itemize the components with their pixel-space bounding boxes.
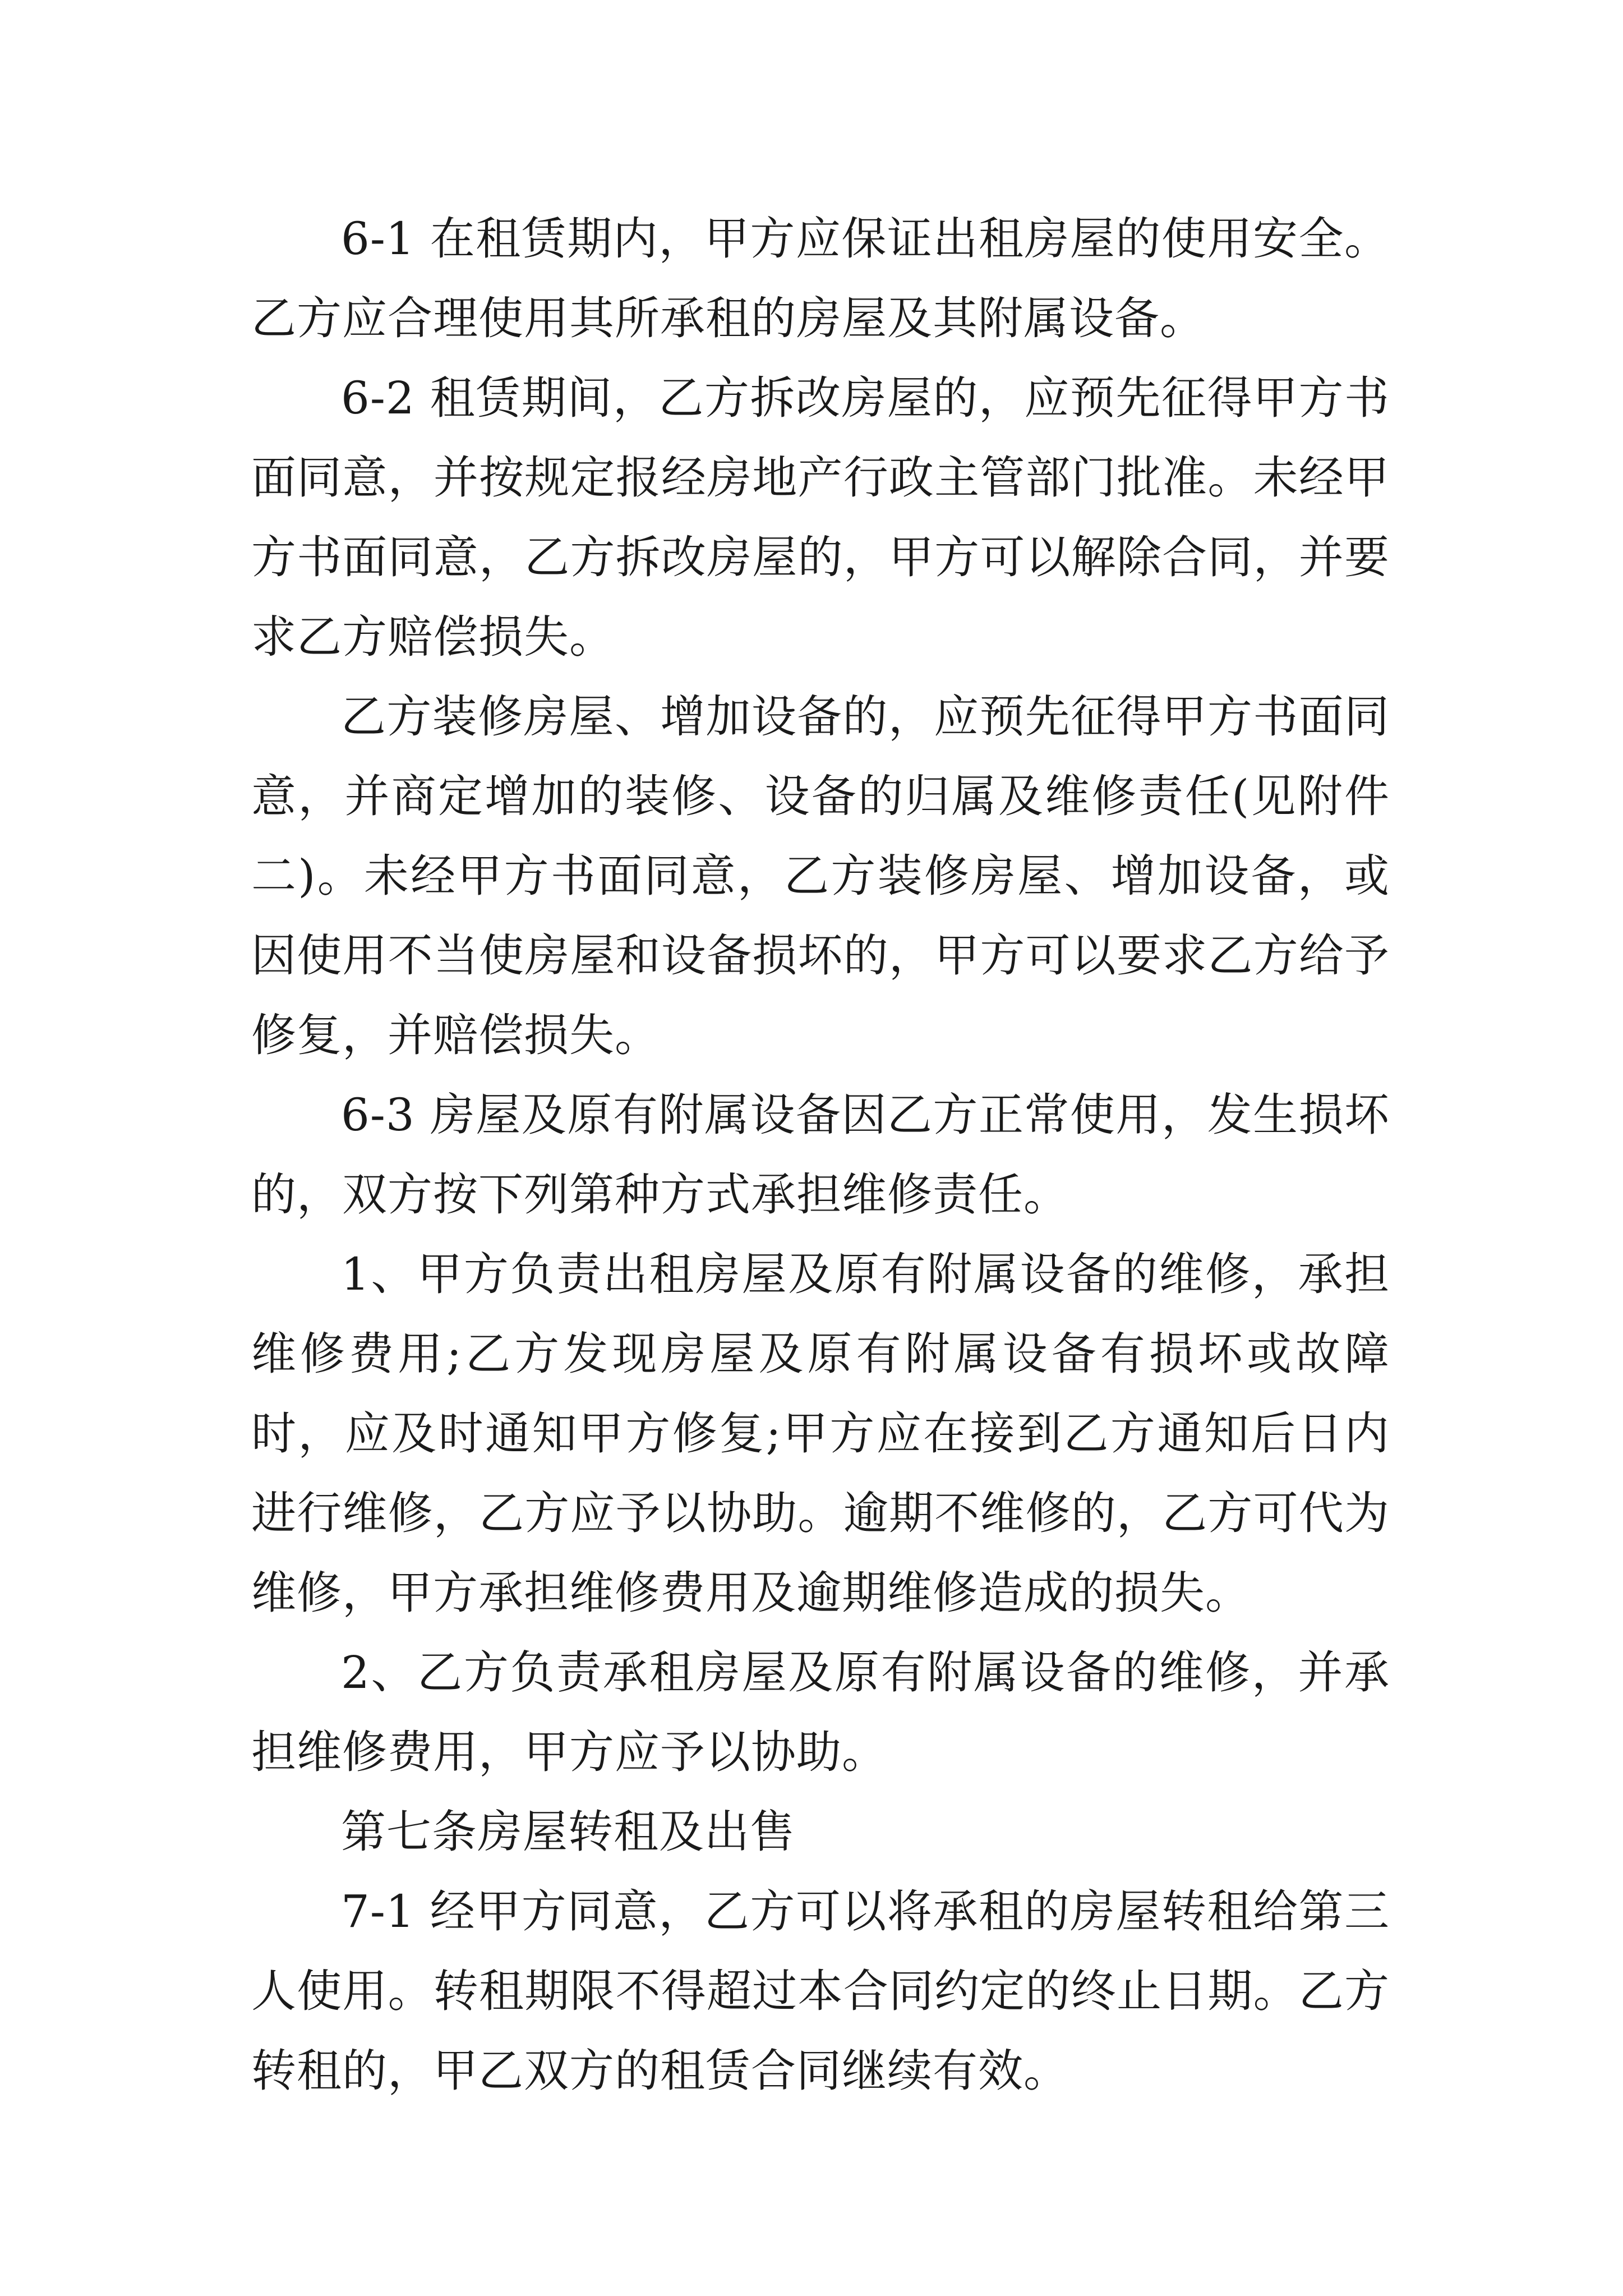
paragraph-7-1: 7-1 经甲方同意，乙方可以将承租的房屋转租给第三人使用。转租期限不得超过本合同约定的终止日期。乙方转租的，甲乙双方的租赁合同继续有效。	[251, 1885, 1390, 2097]
paragraph-6-3: 6-3 房屋及原有附属设备因乙方正常使用，发生损坏的，双方按下列第种方式承担维修责任。	[251, 1089, 1390, 1221]
paragraph-option-1: 1、甲方负责出租房屋及原有附属设备的维修，承担维修费用;乙方发现房屋及原有附属设备有损坏或故障时，应及时通知甲方修复;甲方应在接到乙方通知后日内进行维修，乙方应予以协助。逾期不维修的，乙方可代为维修，甲方承担维修费用及逾期维修造成的损失。	[251, 1248, 1390, 1619]
paragraph-option-2: 2、乙方负责承租房屋及原有附属设备的维修，并承担维修费用，甲方应予以协助。	[251, 1646, 1390, 1778]
paragraph-6-2: 6-2 租赁期间，乙方拆改房屋的，应预先征得甲方书面同意，并按规定报经房地产行政主管部门批准。未经甲方书面同意，乙方拆改房屋的，甲方可以解除合同，并要求乙方赔偿损失。	[251, 372, 1390, 663]
document-body	[251, 199, 1390, 2111]
section-heading-article-7: 第七条房屋转租及出售	[341, 1806, 795, 1858]
paragraph-renovation: 乙方装修房屋、增加设备的，应预先征得甲方书面同意，并商定增加的装修、设备的归属及维修责任(见附件二)。未经甲方书面同意，乙方装修房屋、增加设备，或因使用不当使房屋和设备损坏的，甲方可以要求乙方给予修复，并赔偿损失。	[251, 691, 1390, 1061]
paragraph-6-1: 6-1 在租赁期内，甲方应保证出租房屋的使用安全。乙方应合理使用其所承租的房屋及其附属设备。	[251, 213, 1390, 344]
